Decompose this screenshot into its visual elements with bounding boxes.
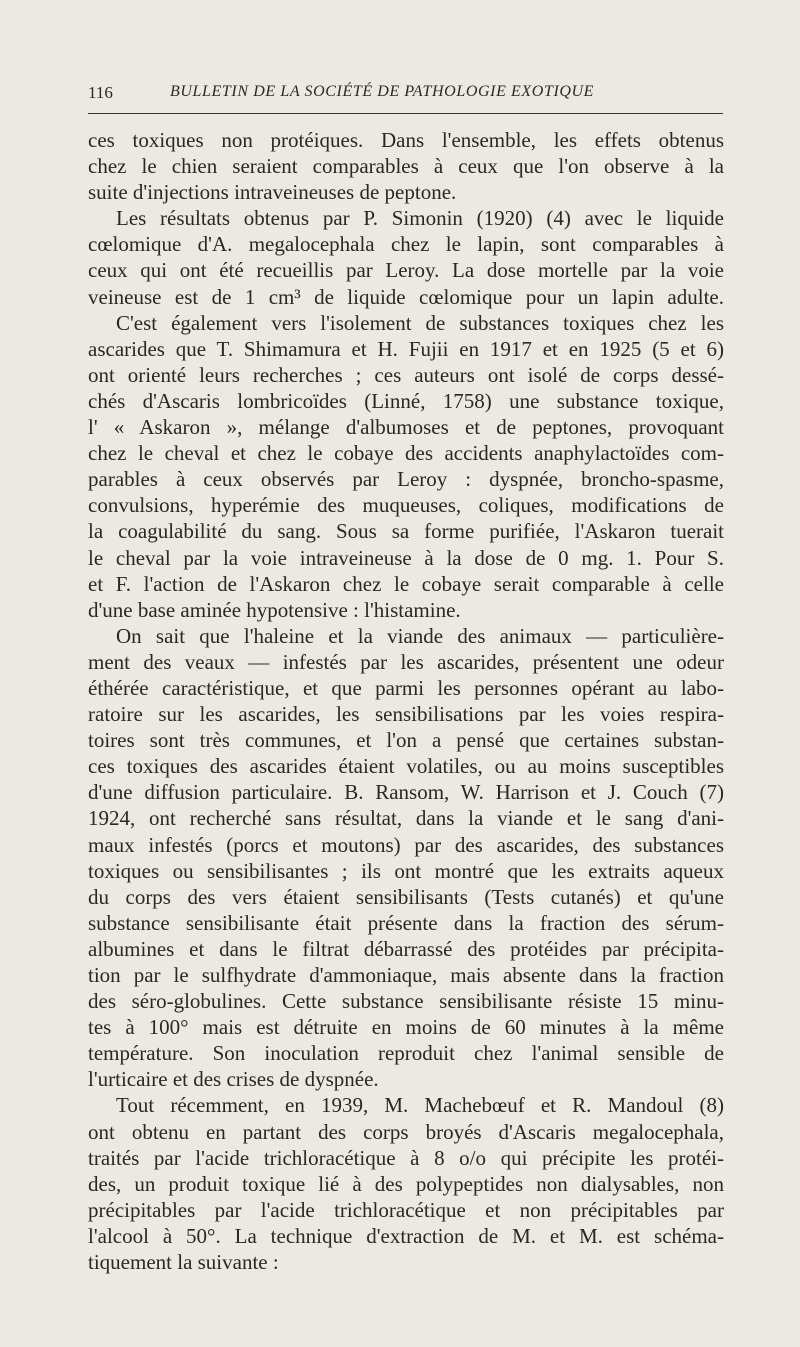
page-number: 116 xyxy=(88,83,113,102)
text-line: le cheval par la voie intraveineuse à la dose de 0 mg. 1. Pour S. xyxy=(88,545,724,570)
text-line: ceux qui ont été recueillis par Leroy. La dose mortelle par la voie xyxy=(88,258,724,283)
text-line: substance sensibilisante était présente dans la fraction des sérum- xyxy=(88,910,724,935)
text-line: d'une base aminée hypotensive : l'histamine. xyxy=(88,597,461,622)
text-line: éthérée caractéristique, et que parmi les personnes opérant au labo- xyxy=(88,675,724,700)
text-line: parables à ceux observés par Leroy : dyspnée, broncho-spasme, xyxy=(88,467,724,492)
text-line: des séro-globulines. Cette substance sensibilisante résiste 15 minu- xyxy=(88,989,724,1014)
text-line: ont orienté leurs recherches ; ces auteurs ont isolé de corps dessé- xyxy=(88,362,724,387)
text-line: ces toxiques des ascarides étaient volatiles, ou au moins susceptibles xyxy=(88,754,724,779)
text-line: maux infestés (porcs et moutons) par des ascarides, des substances xyxy=(88,832,724,857)
text-line: veineuse est de 1 cm³ de liquide cœlomique pour un lapin adulte. xyxy=(88,284,724,309)
text-line: chez le cheval et chez le cobaye des accidents anaphylactoïdes com- xyxy=(88,441,724,466)
header-rule xyxy=(88,113,723,114)
text-line: ces toxiques non protéiques. Dans l'ensemble, les effets obtenus xyxy=(88,128,724,152)
text-line: et F. l'action de l'Askaron chez le cobaye serait comparable à celle xyxy=(88,571,724,596)
running-header xyxy=(88,83,724,107)
text-line: tion par le sulfhydrate d'ammoniaque, mais absente dans la fraction xyxy=(88,963,724,987)
text-line: des, un produit toxique lié à des polypeptides non dialysables, non xyxy=(88,1171,724,1196)
text-line: l'alcool à 50°. La technique d'extraction de M. et M. est schéma- xyxy=(88,1223,724,1248)
text-line: convulsions, hyperémie des muqueuses, coliques, modifications de xyxy=(88,493,724,518)
text-line: ont obtenu en partant des corps broyés d'Ascaris megalocephala, xyxy=(88,1119,724,1144)
text-line: du corps des vers étaient sensibilisants (Tests cutanés) et qu'une xyxy=(88,884,724,909)
body-text xyxy=(88,127,724,1275)
text-line: Les résultats obtenus par P. Simonin (1920) (4) avec le liquide xyxy=(116,206,724,231)
text-line: l' « Askaron », mélange d'albumoses et de peptones, provoquant xyxy=(88,415,724,440)
text-line: toires sont très communes, et l'on a pensé que certaines substan- xyxy=(88,728,724,753)
text-line: cœlomique d'A. megalocephala chez le lapin, sont comparables à xyxy=(88,232,724,257)
text-line: l'urticaire et des crises de dyspnée. xyxy=(88,1067,379,1092)
text-line: Tout récemment, en 1939, M. Machebœuf et R. Mandoul (8) xyxy=(116,1093,724,1118)
text-line: tes à 100° mais est détruite en moins de 60 minutes à la même xyxy=(88,1015,724,1040)
text-line: précipitables par l'acide trichloracétique et non précipitables par xyxy=(88,1197,724,1222)
text-line: 1924, ont recherché sans résultat, dans la viande et le sang d'ani- xyxy=(88,806,724,831)
text-line: ratoire sur les ascarides, les sensibilisations par les voies respira- xyxy=(88,702,724,727)
text-line: On sait que l'haleine et la viande des animaux — particulière- xyxy=(116,623,724,648)
text-line: chés d'Ascaris lombricoïdes (Linné, 1758) une substance toxique, xyxy=(88,388,724,413)
text-line: température. Son inoculation reproduit chez l'animal sensible de xyxy=(88,1041,724,1066)
running-title: BULLETIN DE LA SOCIÉTÉ DE PATHOLOGIE EXOTIQUE xyxy=(170,83,595,100)
text-line: toxiques ou sensibilisantes ; ils ont montré que les extraits aqueux xyxy=(88,858,724,883)
text-line: C'est également vers l'isolement de substances toxiques chez les xyxy=(116,310,724,335)
text-line: chez le chien seraient comparables à ceux que l'on observe à la xyxy=(88,154,724,179)
text-line: d'une diffusion particulaire. B. Ransom, W. Harrison et J. Couch (7) xyxy=(88,780,724,805)
text-line: suite d'injections intraveineuses de peptone. xyxy=(88,180,457,205)
text-line: la coagulabilité du sang. Sous sa forme purifiée, l'Askaron tuerait xyxy=(88,519,724,544)
text-line: traités par l'acide trichloracétique à 8 o/o qui précipite les protéi- xyxy=(88,1145,724,1170)
text-line: ment des veaux — infestés par les ascarides, présentent une odeur xyxy=(88,649,724,674)
text-line: albumines et dans le filtrat débarrassé des protéides par précipita- xyxy=(88,936,724,961)
text-line: tiquement la suivante : xyxy=(88,1250,279,1275)
text-line: ascarides que T. Shimamura et H. Fujii en 1917 et en 1925 (5 et 6) xyxy=(88,336,724,361)
